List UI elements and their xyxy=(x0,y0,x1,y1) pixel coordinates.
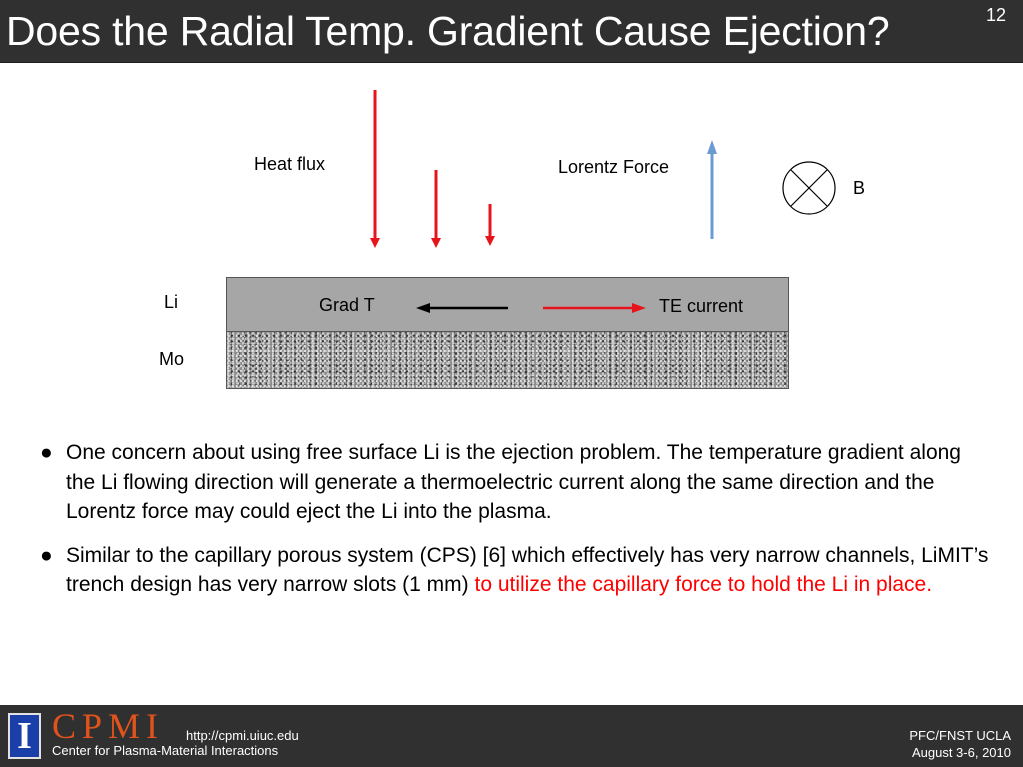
slide-number: 12 xyxy=(986,5,1007,25)
grad-t-label: Grad T xyxy=(319,295,375,315)
b-field-into-page-icon xyxy=(783,162,835,214)
heat-flux-label: Heat flux xyxy=(254,154,326,174)
bullet-item xyxy=(40,438,990,527)
org-url: http://cpmi.uiuc.edu xyxy=(186,728,299,743)
bullet-highlight: to utilize the capillary force to hold the Li in place. xyxy=(474,573,933,596)
org-short-name: CPMI xyxy=(52,706,165,746)
mo-label: Mo xyxy=(159,349,185,369)
te-current-label: TE current xyxy=(659,296,744,316)
event-info xyxy=(909,727,1011,761)
logo-letter: I xyxy=(17,715,32,757)
event-line-2: August 3-6, 2010 xyxy=(911,745,1011,760)
heat-flux-arrow-medium xyxy=(431,170,441,248)
bullet-list xyxy=(40,438,990,614)
b-field-label: B xyxy=(853,178,866,198)
bullet-marker: ● xyxy=(40,543,53,567)
footer-bar xyxy=(0,705,1023,767)
lorentz-force-label: Lorentz Force xyxy=(558,157,670,177)
bullet-marker: ● xyxy=(40,441,53,464)
heat-flux-arrow-small xyxy=(485,204,495,246)
bullet-item xyxy=(40,541,990,600)
bullet-text: Similar to the capillary porous system (CPS) [6] which effectively has very narrow channels, LiMIT’s trench design has very narrow slots (1 mm) xyxy=(66,543,989,596)
org-full-name: Center for Plasma-Material Interactions xyxy=(52,743,279,758)
slide-title: Does the Radial Temp. Gradient Cause Ejection? xyxy=(6,8,890,54)
university-logo xyxy=(8,713,41,759)
diagram xyxy=(0,62,1023,402)
event-line-1: PFC/FNST UCLA xyxy=(909,728,1011,743)
li-label: Li xyxy=(164,292,179,312)
lorentz-force-arrow xyxy=(707,140,717,239)
heat-flux-arrow-large xyxy=(370,90,380,248)
mo-layer xyxy=(226,332,789,389)
title-bar xyxy=(0,0,1023,63)
bullet-text: One concern about using free surface Li is the ejection problem. The temperature gradient along the Li flowing direction will generate a thermoelectric current along the same direction and the Lorentz force may could eject the Li into the plasma. xyxy=(66,441,961,523)
